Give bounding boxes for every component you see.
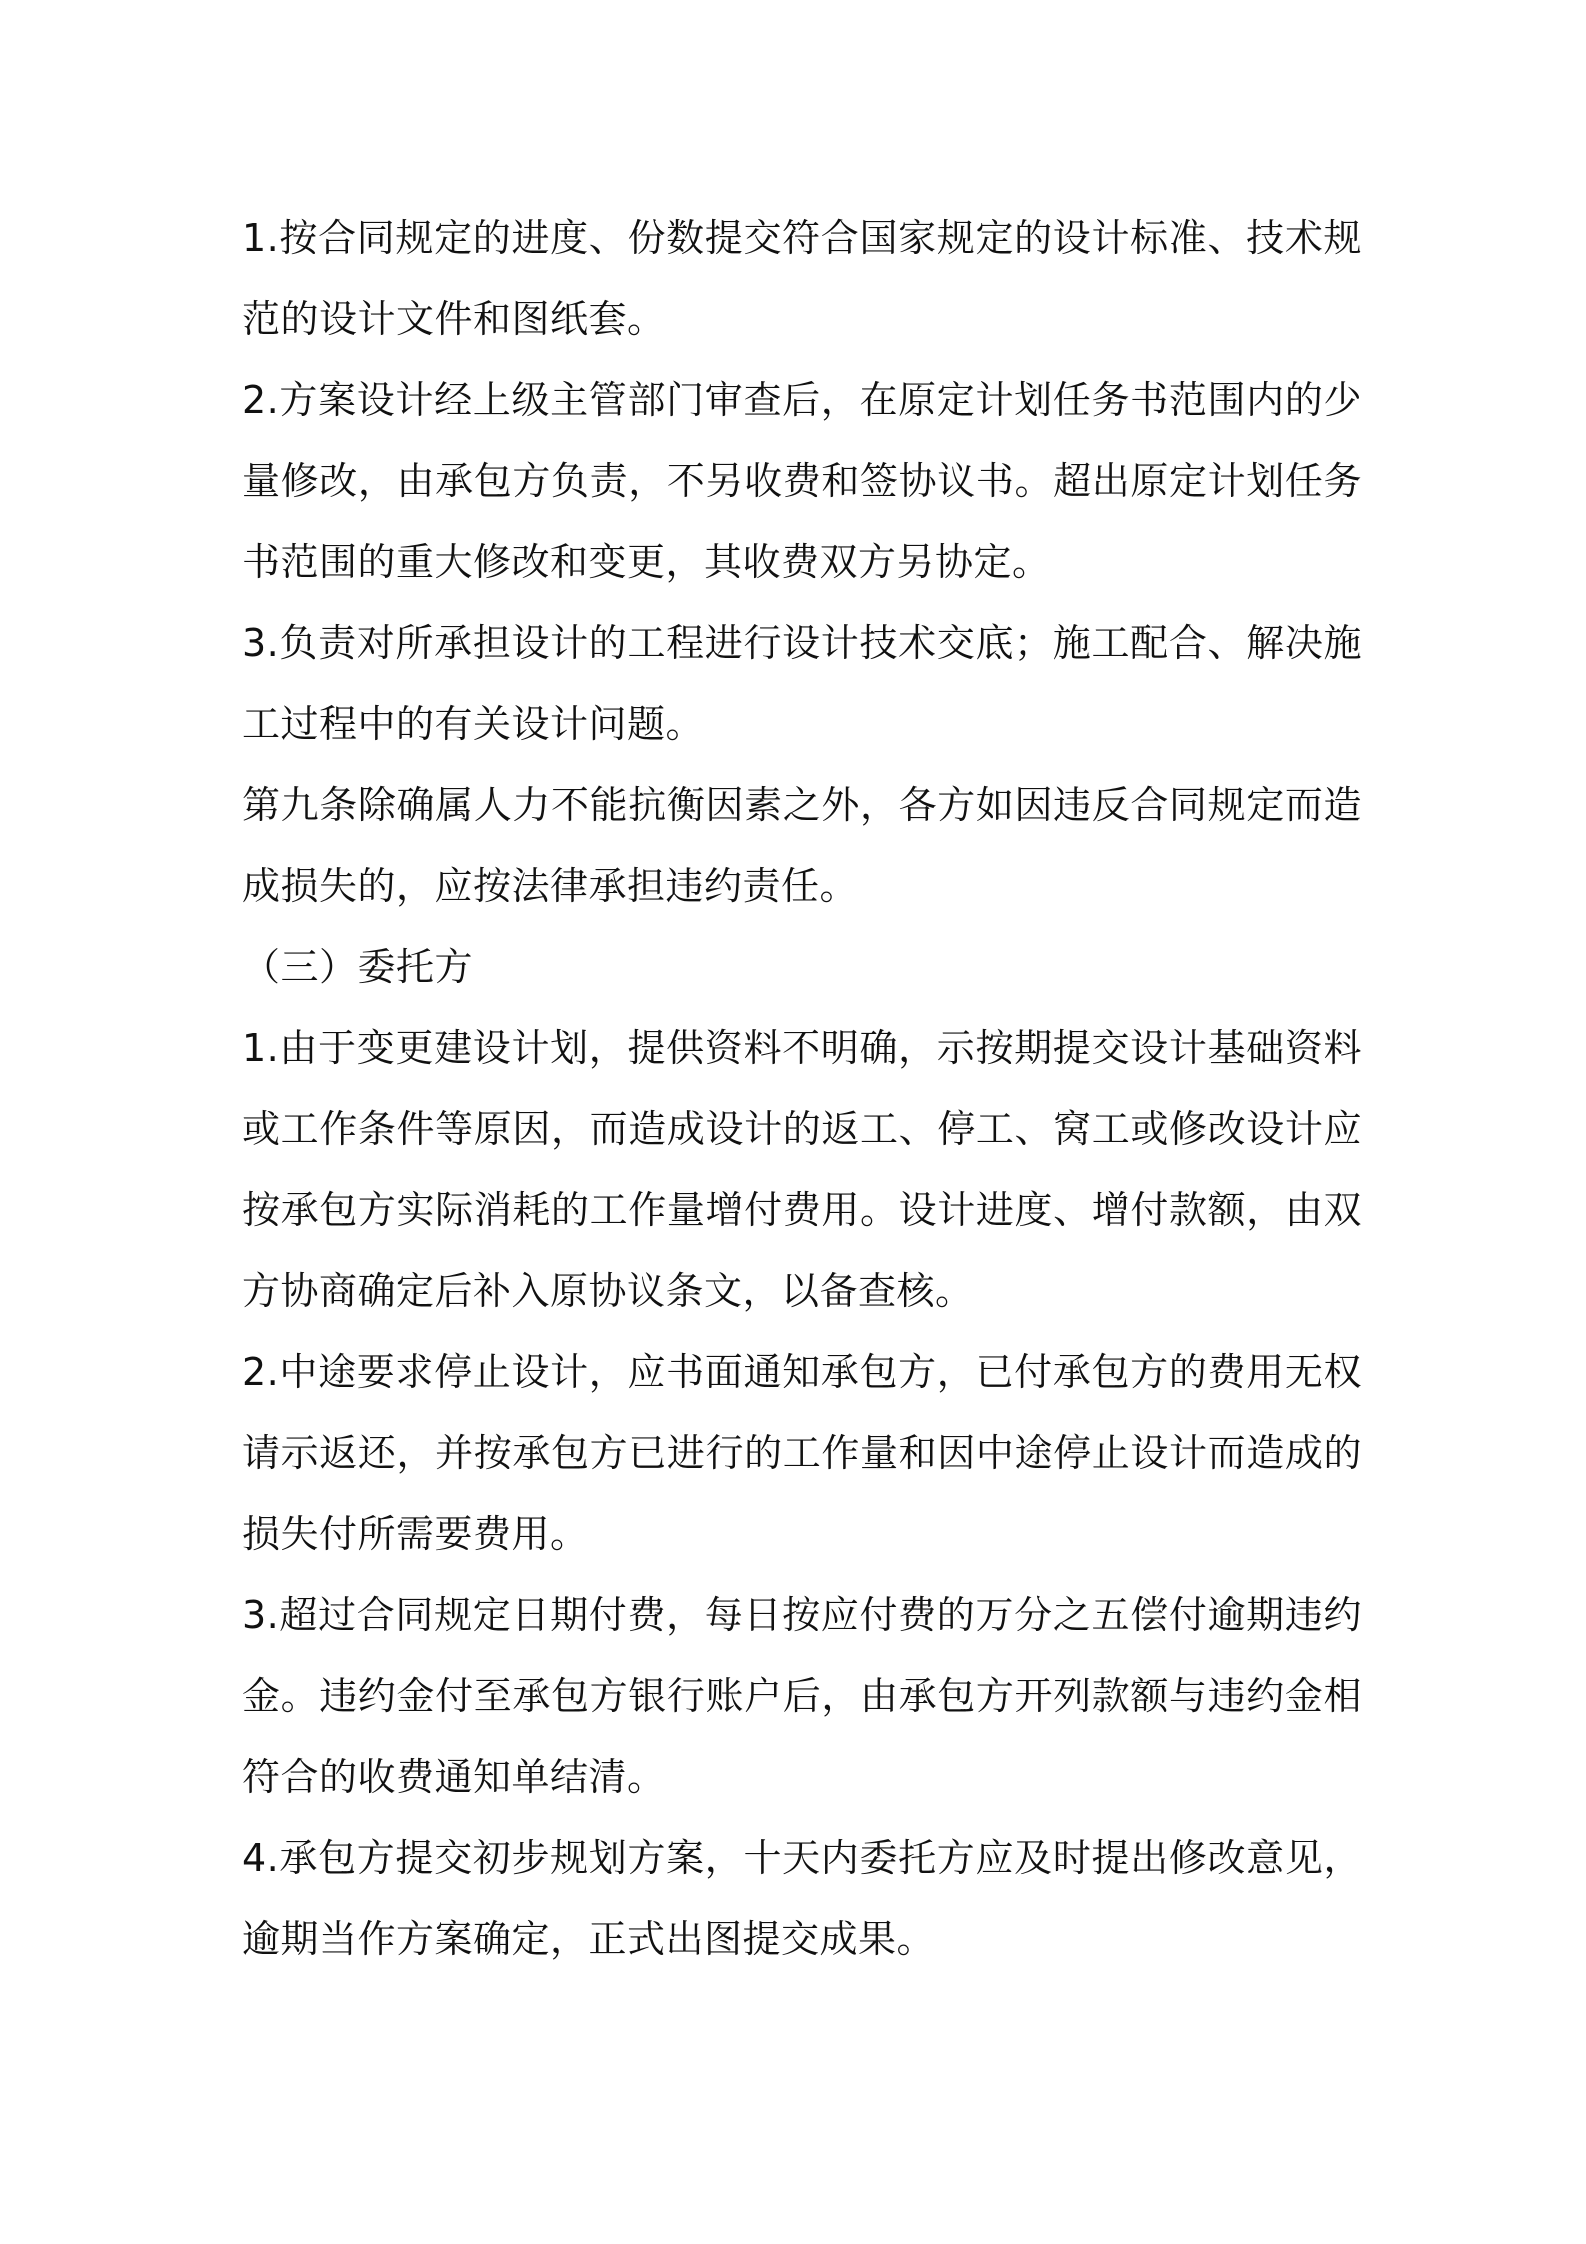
paragraph-article-nine: 第九条除确属人力不能抗衡因素之外，各方如因违反合同规定而造成损失的，应按法律承担违约责任。	[242, 783, 1362, 908]
paragraph-designer-duty-2: 2.方案设计经上级主管部门审查后，在原定计划任务书范围内的少量修改，由承包方负责，不另收费和签协议书。超出原定计划任务书范围的重大修改和变更，其收费双方另协定。	[242, 378, 1362, 584]
paragraph-client-duty-1: 1.由于变更建设计划，提供资料不明确，示按期提交设计基础资料或工作条件等原因，而造成设计的返工、停工、窝工或修改设计应按承包方实际消耗的工作量增付费用。设计进度、增付款额，由双方协商确定后补入原协议条文，以备查核。	[242, 1026, 1362, 1313]
paragraph-client-duty-2: 2.中途要求停止设计，应书面通知承包方，已付承包方的费用无权请示返还，并按承包方已进行的工作量和因中途停止设计而造成的损失付所需要费用。	[242, 1350, 1362, 1556]
document-body	[242, 198, 1362, 1980]
paragraph-client-duty-3: 3.超过合同规定日期付费，每日按应付费的万分之五偿付逾期违约金。违约金付至承包方银行账户后，由承包方开列款额与违约金相符合的收费通知单结清。	[242, 1593, 1362, 1799]
paragraph-designer-duty-3: 3.负责对所承担设计的工程进行设计技术交底；施工配合、解决施工过程中的有关设计问题。	[242, 621, 1362, 746]
paragraph-client-duty-4: 4.承包方提交初步规划方案，十天内委托方应及时提出修改意见，逾期当作方案确定，正式出图提交成果。	[242, 1836, 1362, 1961]
section-heading-client: （三）委托方	[242, 945, 474, 989]
paragraph-designer-duty-1: 1.按合同规定的进度、份数提交符合国家规定的设计标准、技术规范的设计文件和图纸套。	[242, 216, 1362, 341]
